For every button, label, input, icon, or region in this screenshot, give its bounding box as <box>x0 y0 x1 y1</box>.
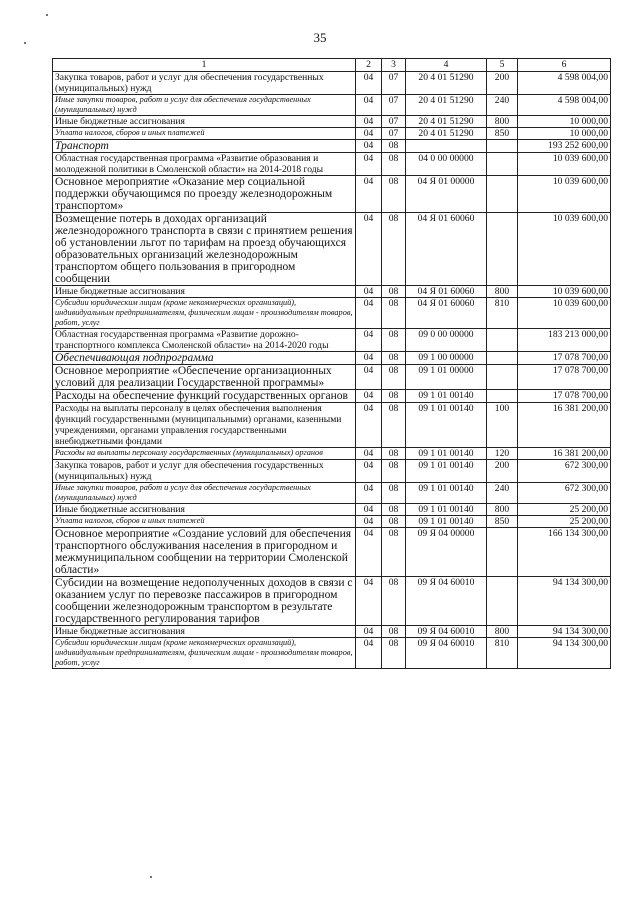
row-name: Уплата налогов, сборов и иных платежей <box>53 516 356 528</box>
row-expense-type: 200 <box>487 72 518 95</box>
row-target-code: 09 1 01 00140 <box>406 516 487 528</box>
row-name: Субсидии юридическим лицам (кроме некоммерческих организаций), индивидуальным предпринимателям, физическим лицам - производителям товаров, работ, услуг <box>53 638 356 669</box>
row-target-code: 09 1 01 00000 <box>406 365 487 390</box>
row-amount: 4 598 004,00 <box>518 95 611 116</box>
table-row <box>53 153 611 176</box>
row-name: Основное мероприятие «Оказание мер социальной поддержки обучающимся по проезду железнодорожным транспортом» <box>53 176 356 213</box>
row-amount: 17 078 700,00 <box>518 352 611 365</box>
row-expense-type <box>487 577 518 626</box>
table-row <box>53 128 611 140</box>
row-section: 04 <box>356 483 382 504</box>
header-col-1: 1 <box>53 59 356 72</box>
scan-speck <box>150 876 152 878</box>
row-name: Основное мероприятие «Создание условий для обеспечения транспортного обслуживания населения в пригородном и межмуниципальном сообщении на территории Смоленской области» <box>53 528 356 577</box>
row-subsection: 08 <box>382 403 406 448</box>
row-section: 04 <box>356 176 382 213</box>
row-subsection: 08 <box>382 329 406 352</box>
row-amount: 10 039 600,00 <box>518 153 611 176</box>
table-row <box>53 95 611 116</box>
row-name: Иные закупки товаров, работ и услуг для обеспечения государственных (муниципальных) нужд <box>53 483 356 504</box>
row-target-code: 04 Я 01 60060 <box>406 298 487 329</box>
row-expense-type: 800 <box>487 504 518 516</box>
row-target-code: 04 Я 01 00000 <box>406 176 487 213</box>
row-expense-type <box>487 213 518 286</box>
table-row <box>53 352 611 365</box>
row-subsection: 08 <box>382 365 406 390</box>
row-amount: 183 213 000,00 <box>518 329 611 352</box>
row-amount: 10 000,00 <box>518 116 611 128</box>
row-amount: 25 200,00 <box>518 516 611 528</box>
row-section: 04 <box>356 95 382 116</box>
row-subsection: 08 <box>382 153 406 176</box>
row-expense-type <box>487 365 518 390</box>
table-row <box>53 504 611 516</box>
row-name: Областная государственная программа «Развитие образования и молодежной политики в Смоленской области» на 2014-2018 годы <box>53 153 356 176</box>
row-subsection: 08 <box>382 504 406 516</box>
row-section: 04 <box>356 638 382 669</box>
header-col-5: 5 <box>487 59 518 72</box>
row-section: 04 <box>356 116 382 128</box>
table-body <box>53 72 611 669</box>
table-row <box>53 483 611 504</box>
row-amount: 10 000,00 <box>518 128 611 140</box>
row-name: Областная государственная программа «Развитие дорожно-транспортного комплекса Смоленской области» на 2014-2020 годы <box>53 329 356 352</box>
row-amount: 16 381 200,00 <box>518 448 611 460</box>
table-row <box>53 448 611 460</box>
row-target-code: 20 4 01 51290 <box>406 116 487 128</box>
table-row <box>53 176 611 213</box>
row-section: 04 <box>356 626 382 638</box>
row-subsection: 08 <box>382 448 406 460</box>
table-header-row <box>53 59 611 72</box>
row-expense-type: 120 <box>487 448 518 460</box>
row-subsection: 08 <box>382 460 406 483</box>
row-expense-type: 240 <box>487 483 518 504</box>
row-name: Транспорт <box>53 140 356 153</box>
row-target-code: 20 4 01 51290 <box>406 95 487 116</box>
row-target-code: 09 1 01 00140 <box>406 460 487 483</box>
row-target-code: 09 0 00 00000 <box>406 329 487 352</box>
table-row <box>53 116 611 128</box>
row-name: Субсидии юридическим лицам (кроме некоммерческих организаций), индивидуальным предпринимателям, физическим лицам - производителям товаров, работ, услуг <box>53 298 356 329</box>
row-section: 04 <box>356 403 382 448</box>
row-subsection: 08 <box>382 638 406 669</box>
row-expense-type <box>487 153 518 176</box>
scan-speck <box>24 42 26 44</box>
row-section: 04 <box>356 298 382 329</box>
row-target-code: 04 Я 01 60060 <box>406 213 487 286</box>
row-target-code: 09 Я 04 60010 <box>406 626 487 638</box>
row-subsection: 08 <box>382 577 406 626</box>
row-target-code: 04 0 00 00000 <box>406 153 487 176</box>
row-amount: 94 134 300,00 <box>518 577 611 626</box>
row-section: 04 <box>356 577 382 626</box>
row-subsection: 08 <box>382 483 406 504</box>
page-number: 35 <box>313 30 327 45</box>
row-amount: 166 134 300,00 <box>518 528 611 577</box>
table-row <box>53 213 611 286</box>
row-expense-type: 810 <box>487 638 518 669</box>
row-subsection: 08 <box>382 516 406 528</box>
row-section: 04 <box>356 128 382 140</box>
table-row <box>53 460 611 483</box>
row-section: 04 <box>356 286 382 298</box>
row-target-code: 20 4 01 51290 <box>406 128 487 140</box>
row-expense-type: 800 <box>487 286 518 298</box>
scan-speck <box>46 14 48 16</box>
row-target-code: 09 Я 04 00000 <box>406 528 487 577</box>
row-amount: 10 039 600,00 <box>518 213 611 286</box>
table-row <box>53 638 611 669</box>
row-name: Иные бюджетные ассигнования <box>53 626 356 638</box>
row-section: 04 <box>356 504 382 516</box>
row-section: 04 <box>356 153 382 176</box>
row-amount: 10 039 600,00 <box>518 286 611 298</box>
row-name: Расходы на выплаты персоналу государственных (муниципальных) органов <box>53 448 356 460</box>
row-section: 04 <box>356 460 382 483</box>
row-name: Субсидии на возмещение недополученных доходов в связи с оказанием услуг по перевозке пассажиров в пригородном сообщении железнодорожным транспортом в результате государственного регулирования тарифов <box>53 577 356 626</box>
row-subsection: 08 <box>382 352 406 365</box>
row-amount: 25 200,00 <box>518 504 611 516</box>
row-section: 04 <box>356 448 382 460</box>
row-section: 04 <box>356 329 382 352</box>
table-row <box>53 72 611 95</box>
row-target-code: 09 1 01 00140 <box>406 403 487 448</box>
row-expense-type <box>487 352 518 365</box>
row-expense-type: 240 <box>487 95 518 116</box>
row-expense-type: 800 <box>487 116 518 128</box>
row-subsection: 08 <box>382 298 406 329</box>
row-name: Обеспечивающая подпрограмма <box>53 352 356 365</box>
row-section: 04 <box>356 140 382 153</box>
row-amount: 17 078 700,00 <box>518 390 611 403</box>
row-section: 04 <box>356 528 382 577</box>
row-subsection: 08 <box>382 626 406 638</box>
row-target-code: 09 1 00 00000 <box>406 352 487 365</box>
row-expense-type <box>487 176 518 213</box>
row-amount: 94 134 300,00 <box>518 626 611 638</box>
table-row <box>53 626 611 638</box>
row-subsection: 07 <box>382 128 406 140</box>
row-amount: 16 381 200,00 <box>518 403 611 448</box>
row-name: Расходы на обеспечение функций государственных органов <box>53 390 356 403</box>
row-subsection: 08 <box>382 213 406 286</box>
row-section: 04 <box>356 72 382 95</box>
header-col-3: 3 <box>382 59 406 72</box>
row-amount: 672 300,00 <box>518 460 611 483</box>
table-row <box>53 577 611 626</box>
row-subsection: 07 <box>382 72 406 95</box>
row-expense-type <box>487 390 518 403</box>
header-col-2: 2 <box>356 59 382 72</box>
table-row <box>53 329 611 352</box>
row-amount: 17 078 700,00 <box>518 365 611 390</box>
row-subsection: 08 <box>382 390 406 403</box>
row-section: 04 <box>356 390 382 403</box>
row-expense-type: 850 <box>487 516 518 528</box>
row-section: 04 <box>356 516 382 528</box>
row-name: Иные закупки товаров, работ и услуг для обеспечения государственных (муниципальных) нужд <box>53 95 356 116</box>
row-name: Уплата налогов, сборов и иных платежей <box>53 128 356 140</box>
table-row <box>53 365 611 390</box>
row-subsection: 08 <box>382 528 406 577</box>
row-amount: 94 134 300,00 <box>518 638 611 669</box>
row-amount: 672 300,00 <box>518 483 611 504</box>
header-col-4: 4 <box>406 59 487 72</box>
row-name: Закупка товаров, работ и услуг для обеспечения государственных (муниципальных) нужд <box>53 460 356 483</box>
row-expense-type <box>487 140 518 153</box>
row-name: Возмещение потерь в доходах организаций железнодорожного транспорта в связи с принятием решения об установлении льгот по тарифам на проезд обучающихся образовательных организаций железнодорожным транспортом общего пользования в пригородном сообщении <box>53 213 356 286</box>
row-subsection: 08 <box>382 176 406 213</box>
row-subsection: 08 <box>382 140 406 153</box>
row-name: Основное мероприятие «Обеспечение организационных условий для реализации Государственной программы» <box>53 365 356 390</box>
table-row <box>53 140 611 153</box>
row-target-code: 04 Я 01 60060 <box>406 286 487 298</box>
row-expense-type <box>487 329 518 352</box>
table-row <box>53 298 611 329</box>
row-target-code: 09 1 01 00140 <box>406 390 487 403</box>
row-expense-type: 200 <box>487 460 518 483</box>
row-amount: 10 039 600,00 <box>518 298 611 329</box>
row-target-code: 09 Я 04 60010 <box>406 638 487 669</box>
row-amount: 193 252 600,00 <box>518 140 611 153</box>
row-subsection: 07 <box>382 116 406 128</box>
row-target-code: 09 1 01 00140 <box>406 483 487 504</box>
table-row <box>53 528 611 577</box>
row-subsection: 07 <box>382 95 406 116</box>
row-expense-type: 850 <box>487 128 518 140</box>
row-target-code: 20 4 01 51290 <box>406 72 487 95</box>
row-section: 04 <box>356 365 382 390</box>
row-expense-type: 810 <box>487 298 518 329</box>
table-row <box>53 403 611 448</box>
row-amount: 10 039 600,00 <box>518 176 611 213</box>
row-target-code: 09 Я 04 60010 <box>406 577 487 626</box>
row-section: 04 <box>356 352 382 365</box>
row-name: Иные бюджетные ассигнования <box>53 286 356 298</box>
row-target-code: 09 1 01 00140 <box>406 448 487 460</box>
budget-table <box>52 58 611 669</box>
row-subsection: 08 <box>382 286 406 298</box>
table-row <box>53 286 611 298</box>
row-name: Иные бюджетные ассигнования <box>53 504 356 516</box>
table-row <box>53 390 611 403</box>
table-row <box>53 516 611 528</box>
row-section: 04 <box>356 213 382 286</box>
row-name: Закупка товаров, работ и услуг для обеспечения государственных (муниципальных) нужд <box>53 72 356 95</box>
row-expense-type: 100 <box>487 403 518 448</box>
row-target-code <box>406 140 487 153</box>
row-amount: 4 598 004,00 <box>518 72 611 95</box>
row-name: Расходы на выплаты персоналу в целях обеспечения выполнения функций государственными (муниципальными) органами, казенными учреждениями, органами управления государственными внебюджетными фондами <box>53 403 356 448</box>
header-col-6: 6 <box>518 59 611 72</box>
row-expense-type <box>487 528 518 577</box>
row-expense-type: 800 <box>487 626 518 638</box>
row-name: Иные бюджетные ассигнования <box>53 116 356 128</box>
row-target-code: 09 1 01 00140 <box>406 504 487 516</box>
